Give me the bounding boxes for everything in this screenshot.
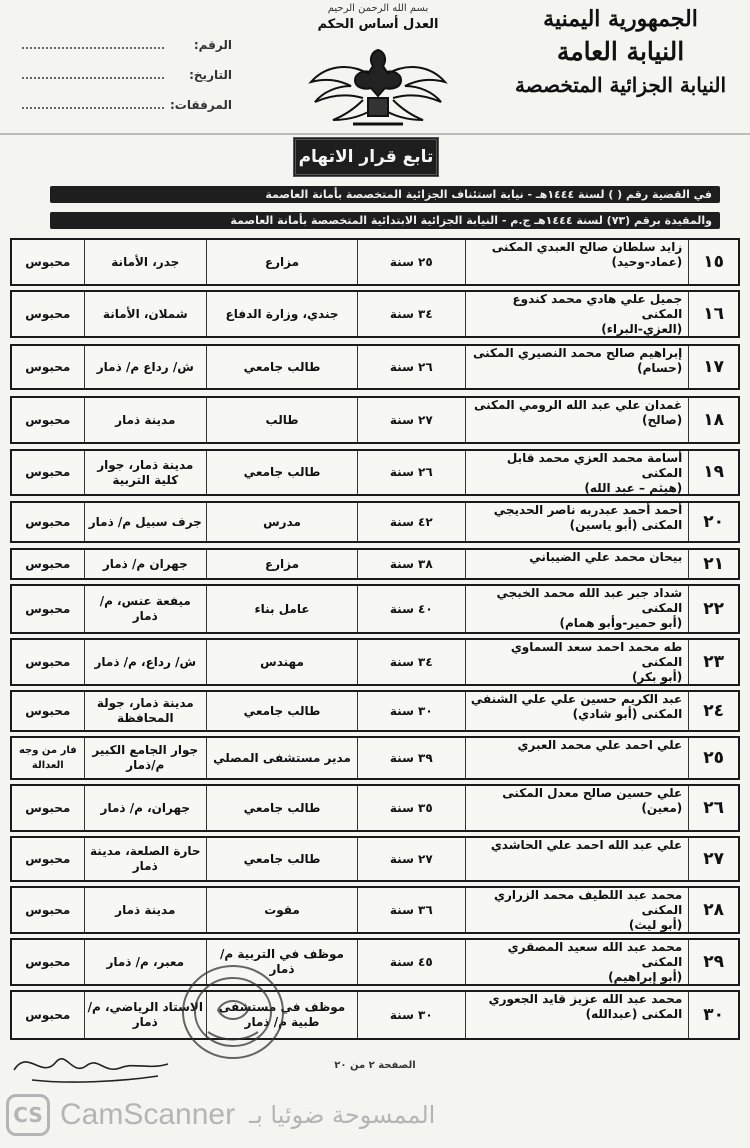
defendant-address: مدينة ذمار	[84, 398, 206, 442]
reference-fields	[22, 30, 232, 120]
defendant-occupation: طالب جامعي	[206, 346, 357, 388]
defendant-address: حارة الصلعة، مدينة ذمار	[84, 838, 206, 880]
table-row	[10, 548, 740, 580]
defendant-occupation: مزارع	[206, 550, 357, 578]
defendant-name	[465, 888, 689, 932]
attachments-label: المرفقات:	[170, 98, 232, 112]
reference-number-label: الرقم:	[193, 38, 232, 52]
camscanner-logo-icon: CS	[6, 1094, 50, 1136]
defendant-occupation: مقوت	[206, 888, 357, 932]
defendant-alias: (العزي-البراء)	[601, 322, 683, 336]
page-number: الصفحة ٢ من ٢٠	[334, 1060, 416, 1071]
defendant-alias: (صالح)	[642, 413, 683, 427]
date-field	[22, 60, 232, 90]
defendant-address: ش/ رداع، م/ ذمار	[84, 640, 206, 684]
defendant-occupation: عامل بناء	[206, 586, 357, 632]
defendant-age: ٣٩ سنة	[357, 738, 464, 778]
defendant-age: ٣٤ سنة	[357, 292, 464, 336]
defendant-age: ٢٦ سنة	[357, 451, 464, 494]
row-number: ٢٢	[688, 586, 738, 632]
defendant-status: محبوس	[25, 851, 71, 866]
defendant-age: ٢٦ سنة	[357, 346, 464, 388]
defendant-full-name: طه محمد احمد سعد السماوي المكنى	[510, 640, 683, 669]
defendant-occupation: موظف في مستشفى طبية م/ ذمار	[206, 992, 357, 1038]
table-row	[10, 886, 740, 934]
defendant-occupation: موظف في التربية م/ ذمار	[206, 940, 357, 984]
row-number: ١٥	[688, 240, 738, 284]
defendant-address: شملان، الأمانة	[84, 292, 206, 336]
defendant-status: محبوس	[25, 254, 71, 269]
defendant-address: الاستاد الرياضي، م/ ذمار	[84, 992, 206, 1038]
defendant-alias: (أبو حمير-وأبو همام)	[559, 616, 683, 630]
row-number: ٢٥	[688, 738, 738, 778]
defendant-address: ش/ رداع م/ ذمار	[84, 346, 206, 388]
defendant-age: ٣٥ سنة	[357, 786, 464, 830]
defendant-alias: (عماد-وحيد)	[611, 255, 683, 269]
defendant-full-name: عبد الكريم حسين علي علي الشنفي	[470, 692, 683, 706]
defendant-age: ٢٧ سنة	[357, 398, 464, 442]
defendant-age: ٤٥ سنة	[357, 940, 464, 984]
reference-number-field	[22, 30, 232, 60]
basmala: بسم الله الرحمن الرحيم	[327, 3, 429, 14]
row-number: ٢٤	[688, 692, 738, 730]
defendant-status: محبوس	[25, 1007, 71, 1022]
defendant-full-name: علي احمد علي محمد العبري	[517, 738, 683, 752]
table-row	[10, 344, 740, 390]
table-row	[10, 836, 740, 882]
table-row	[10, 784, 740, 832]
defendant-occupation: مهندس	[206, 640, 357, 684]
defendant-name	[465, 451, 689, 494]
row-number: ٢٦	[688, 786, 738, 830]
defendant-age: ٤٠ سنة	[357, 586, 464, 632]
defendant-full-name: محمد عبد الله عزيز قايد الجعوري	[488, 992, 683, 1006]
defendant-alias: (أبو بكر)	[632, 670, 683, 684]
document-title: تابع قرار الاتهام	[293, 137, 439, 177]
defendant-alias: (أبو ليث)	[628, 918, 683, 932]
defendant-age: ٢٥ سنة	[357, 240, 464, 284]
row-number: ١٧	[688, 346, 738, 388]
defendant-status: محبوس	[25, 465, 71, 479]
row-number: ١٩	[688, 451, 738, 494]
defendant-name	[465, 346, 689, 388]
defendant-status: محبوس	[25, 800, 71, 815]
letterhead-department: النيابة الجزائية المتخصصة	[514, 73, 727, 97]
table-row	[10, 238, 740, 286]
defendant-age: ٤٢ سنة	[357, 503, 464, 541]
defendant-occupation: مزارع	[206, 240, 357, 284]
row-number: ٢٨	[688, 888, 738, 932]
defendant-address: مدينة ذمار، جولة المحافظة	[84, 692, 206, 730]
defendant-name	[465, 292, 689, 336]
defendant-name	[465, 398, 689, 442]
table-row	[10, 990, 740, 1040]
defendant-status: محبوس	[25, 412, 71, 427]
defendant-name	[465, 992, 689, 1038]
defendant-status: فار من وجه العدالة	[18, 745, 77, 771]
camscanner-brand: CamScanner	[60, 1098, 236, 1131]
defendant-address: مدينة ذمار، جوار كلية التربية	[84, 451, 206, 494]
defendant-occupation: مدير مستشفى المصلي	[206, 738, 357, 778]
camscanner-arabic-caption: الممسوحة ضوئيا بـ	[249, 1101, 436, 1129]
defendant-alias: المكنى (أبو ياسين)	[569, 518, 683, 532]
defendant-occupation: طالب جامعي	[206, 786, 357, 830]
dotted-line	[22, 77, 164, 79]
defendant-address: جهران، م/ ذمار	[84, 786, 206, 830]
defendant-name	[465, 640, 689, 684]
defendant-address: جرف سبيل م/ ذمار	[84, 503, 206, 541]
defendant-address: جدر، الأمانة	[84, 240, 206, 284]
defendant-name	[465, 738, 689, 778]
defendant-full-name: علي عبد الله احمد علي الحاشدي	[490, 838, 683, 852]
eagle-emblem-icon	[303, 40, 453, 130]
defendant-status: محبوس	[25, 703, 71, 718]
defendant-name	[465, 838, 689, 880]
defendant-alias: (معين)	[641, 801, 683, 815]
defendant-address: جوار الجامع الكبير م/ذمار	[84, 738, 206, 778]
defendant-status: محبوس	[25, 601, 71, 616]
dotted-line	[22, 47, 164, 49]
defendant-age: ٣٨ سنة	[357, 550, 464, 578]
row-number: ٢٩	[688, 940, 738, 984]
attachments-field	[22, 90, 232, 120]
defendant-name	[465, 503, 689, 541]
defendant-full-name: شداد جبر عبد الله محمد الخبجي المكنى	[496, 586, 683, 615]
table-row	[10, 584, 740, 634]
defendant-full-name: أسامة محمد العزي محمد قابل المكنى	[506, 451, 683, 480]
signature-icon	[8, 1040, 208, 1088]
defendant-occupation: طالب جامعي	[206, 451, 357, 494]
defendant-address: مدينة ذمار	[84, 888, 206, 932]
defendant-status: محبوس	[25, 902, 71, 917]
defendant-occupation: جندي، وزارة الدفاع	[206, 292, 357, 336]
defendant-full-name: علي حسين صالح معدل المكنى	[502, 786, 683, 800]
case-registration-line: والمقيدة برقم (٧٣) لسنة ١٤٤٤هـ ج.م - النيابة الجزائية الابتدائية المتخصصة بأمانة العاصمة	[50, 212, 720, 229]
page-fold-line	[0, 133, 750, 135]
defendant-age: ٣٠ سنة	[357, 992, 464, 1038]
defendant-occupation: طالب جامعي	[206, 692, 357, 730]
row-number: ١٨	[688, 398, 738, 442]
defendant-alias: (حسام)	[637, 361, 683, 375]
defendant-alias: المكنى (أبو شادي)	[572, 707, 683, 721]
defendant-full-name: محمد عبد الله سعيد المصقري المكنى	[507, 940, 683, 969]
defendant-status: محبوس	[25, 654, 71, 669]
defendant-alias: المكنى (عبدالله)	[585, 1007, 683, 1021]
defendant-name	[465, 550, 689, 578]
row-number: ٢٣	[688, 640, 738, 684]
letterhead-authority	[513, 4, 728, 100]
defendant-full-name: إبراهيم صالح محمد النصيري المكنى	[473, 346, 683, 360]
defendant-status: محبوس	[25, 359, 71, 374]
motto: العدل أساس الحكم	[317, 17, 439, 32]
defendant-full-name: بيحان محمد علي الضيباني	[529, 550, 683, 564]
defendant-alias: (أبو إبراهيم)	[608, 970, 683, 984]
defendant-name	[465, 692, 689, 730]
row-number: ٢٠	[688, 503, 738, 541]
defendant-alias: (هيثم – عبد الله)	[584, 481, 683, 495]
defendant-full-name: جميل علي هادي محمد كندوع المكنى	[512, 292, 683, 321]
table-row	[10, 501, 740, 543]
defendant-occupation: طالب	[206, 398, 357, 442]
defendant-occupation: مدرس	[206, 503, 357, 541]
table-row	[10, 290, 740, 338]
row-number: ٢١	[688, 550, 738, 578]
letterhead-emblem-block	[288, 2, 468, 130]
table-row	[10, 736, 740, 780]
table-row	[10, 690, 740, 732]
table-row	[10, 449, 740, 496]
letterhead-country: الجمهورية اليمنية	[543, 6, 698, 32]
defendant-name	[465, 240, 689, 284]
row-number: ٢٧	[688, 838, 738, 880]
defendant-age: ٢٧ سنة	[357, 838, 464, 880]
defendant-full-name: أحمد أحمد عبدربه ناصر الحديجي	[493, 503, 683, 517]
defendant-full-name: محمد عبد اللطيف محمد الزراري المكنى	[493, 888, 683, 917]
defendant-status: محبوس	[25, 514, 71, 529]
defendant-full-name: غمدان علي عبد الله الرومي المكنى	[473, 398, 683, 412]
defendant-name	[465, 586, 689, 632]
defendant-full-name: زايد سلطان صالح العبدي المكنى	[491, 240, 683, 254]
defendant-name	[465, 786, 689, 830]
defendant-age: ٣٤ سنة	[357, 640, 464, 684]
defendant-age: ٣٦ سنة	[357, 888, 464, 932]
table-row	[10, 396, 740, 444]
row-number: ١٦	[688, 292, 738, 336]
defendant-address: ميفعة عنس، م/ ذمار	[84, 586, 206, 632]
table-row	[10, 938, 740, 986]
letterhead-office: النيابة العامة	[556, 37, 685, 66]
defendant-age: ٣٠ سنة	[357, 692, 464, 730]
defendant-status: محبوس	[25, 954, 71, 969]
defendant-status: محبوس	[25, 556, 71, 571]
camscanner-watermark	[6, 1090, 606, 1140]
dotted-line	[22, 107, 164, 109]
table-row	[10, 638, 740, 686]
defendant-address: جهران م/ ذمار	[84, 550, 206, 578]
defendant-name	[465, 940, 689, 984]
date-label: التاريخ:	[189, 68, 232, 82]
defendant-address: معبر، م/ ذمار	[84, 940, 206, 984]
row-number: ٣٠	[688, 992, 738, 1038]
defendant-status: محبوس	[25, 306, 71, 321]
defendant-occupation: طالب جامعي	[206, 838, 357, 880]
case-reference-line: في القضية رقم ( ) لسنة ١٤٤٤هـ - نيابة استئناف الجزائية المتخصصة بأمانة العاصمة	[50, 186, 720, 203]
